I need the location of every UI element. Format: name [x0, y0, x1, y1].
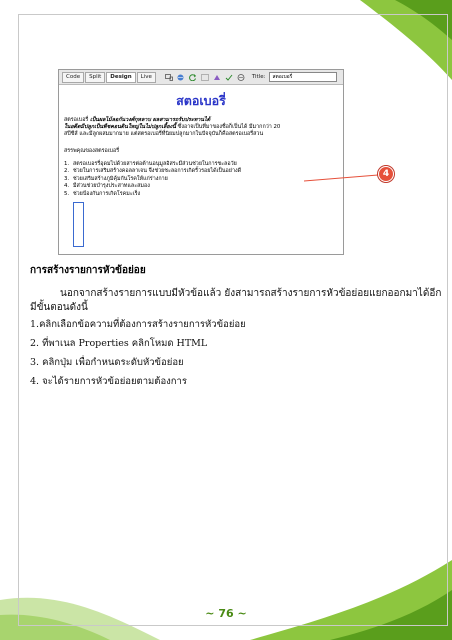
callout-marker: 4: [378, 166, 394, 182]
callout-leader-line: [304, 170, 384, 182]
validate-icon[interactable]: [225, 74, 233, 81]
title-input[interactable]: สตอเบอรี่: [269, 72, 337, 82]
step-2: 2. ที่พาเนล Properties คลิกโหมด HTML: [30, 338, 208, 349]
section-title: การสร้างรายการหัวข้อย่อย: [30, 265, 146, 276]
tab-code[interactable]: Code: [62, 72, 84, 83]
visual-aids-icon[interactable]: [201, 74, 209, 81]
intro-line-3: สปีชีส์ และมีลูกผสมมากมาย แต่สตรอเบอรี่ที่นิยมปลูกมากในปัจจุบันก็คือสตรอเบอรี่สวน: [64, 131, 264, 137]
page-number: ~ 76 ~: [205, 607, 247, 620]
list-item[interactable]: 4. มีส่วนช่วยบำรุงประสาทและสมอง: [64, 183, 150, 190]
preview-icon[interactable]: [177, 74, 185, 81]
tab-split[interactable]: Split: [85, 72, 105, 83]
selection-highlight: [73, 202, 84, 247]
subheading: สรรพคุณของสตรอเบอรี่: [64, 148, 120, 154]
intro-line-2: ในอดีตมีปลูกเป็นพืชคอนดินใหญ่ในไม่ปลูกเลี้ยงนี้ ซึ่งอาจเป็นที่มาของชื่อก็เป็นได้ มีมากกว่า 20: [64, 124, 281, 130]
step-1: 1.คลิกเลือกข้อความที่ต้องการสร้างรายการหัวข้อย่อย: [30, 319, 246, 330]
paragraph-line-2: มีขั้นตอนดังนี้: [30, 302, 88, 313]
tab-live[interactable]: Live: [137, 72, 156, 83]
design-view[interactable]: [59, 85, 343, 202]
browser-check-icon[interactable]: [237, 74, 245, 81]
tab-design[interactable]: Design: [106, 72, 135, 83]
list-item[interactable]: 5. ช่วยป้องกันการเกิดโรคมะเร็ง: [64, 190, 141, 197]
list-item[interactable]: 1. สตรอเบอรรี่อุดมไปด้วยสารต่อต้านอนุมูลอิสระมีส่วนช่วยในการชะลอวัย: [64, 161, 237, 167]
dreamweaver-screenshot: [58, 69, 344, 255]
refresh-icon[interactable]: [189, 74, 197, 81]
benefit-list: [64, 161, 338, 198]
step-4: 4. จะได้รายการหัวข้อย่อยตามต้องการ: [30, 376, 187, 387]
paragraph-line-1: นอกจากสร้างรายการแบบมีหัวข้อแล้ว ยังสามารถสร้างรายการหัวข้อย่อยแยกออกมาได้อีก: [60, 288, 442, 299]
document-heading: สตอเบอรี่: [176, 93, 226, 108]
intro-line-1: สตรอเบอรี่ เป็นผลไม้ลอกันวงศ์กุหลาบ ผลสามารถรับประทานได้: [64, 117, 211, 123]
title-label: Title:: [251, 74, 266, 80]
file-management-icon[interactable]: [213, 74, 221, 81]
list-item[interactable]: 2. ช่วยในการเสริมสร้างคอลลาเจน จึงช่วยชะลอการเกิดริ้วรอยได้เป็นอย่างดี: [64, 168, 242, 175]
list-item[interactable]: 3. ช่วยเสริมสร้างภูมิคุ้มกันโรคให้แก่ร่างกาย: [64, 175, 168, 182]
step-3: 3. คลิกปุ่ม เพื่อกำหนดระดับหัวข้อย่อย: [30, 357, 184, 368]
document-toolbar: [59, 70, 343, 85]
multiscreen-icon[interactable]: [165, 74, 173, 81]
